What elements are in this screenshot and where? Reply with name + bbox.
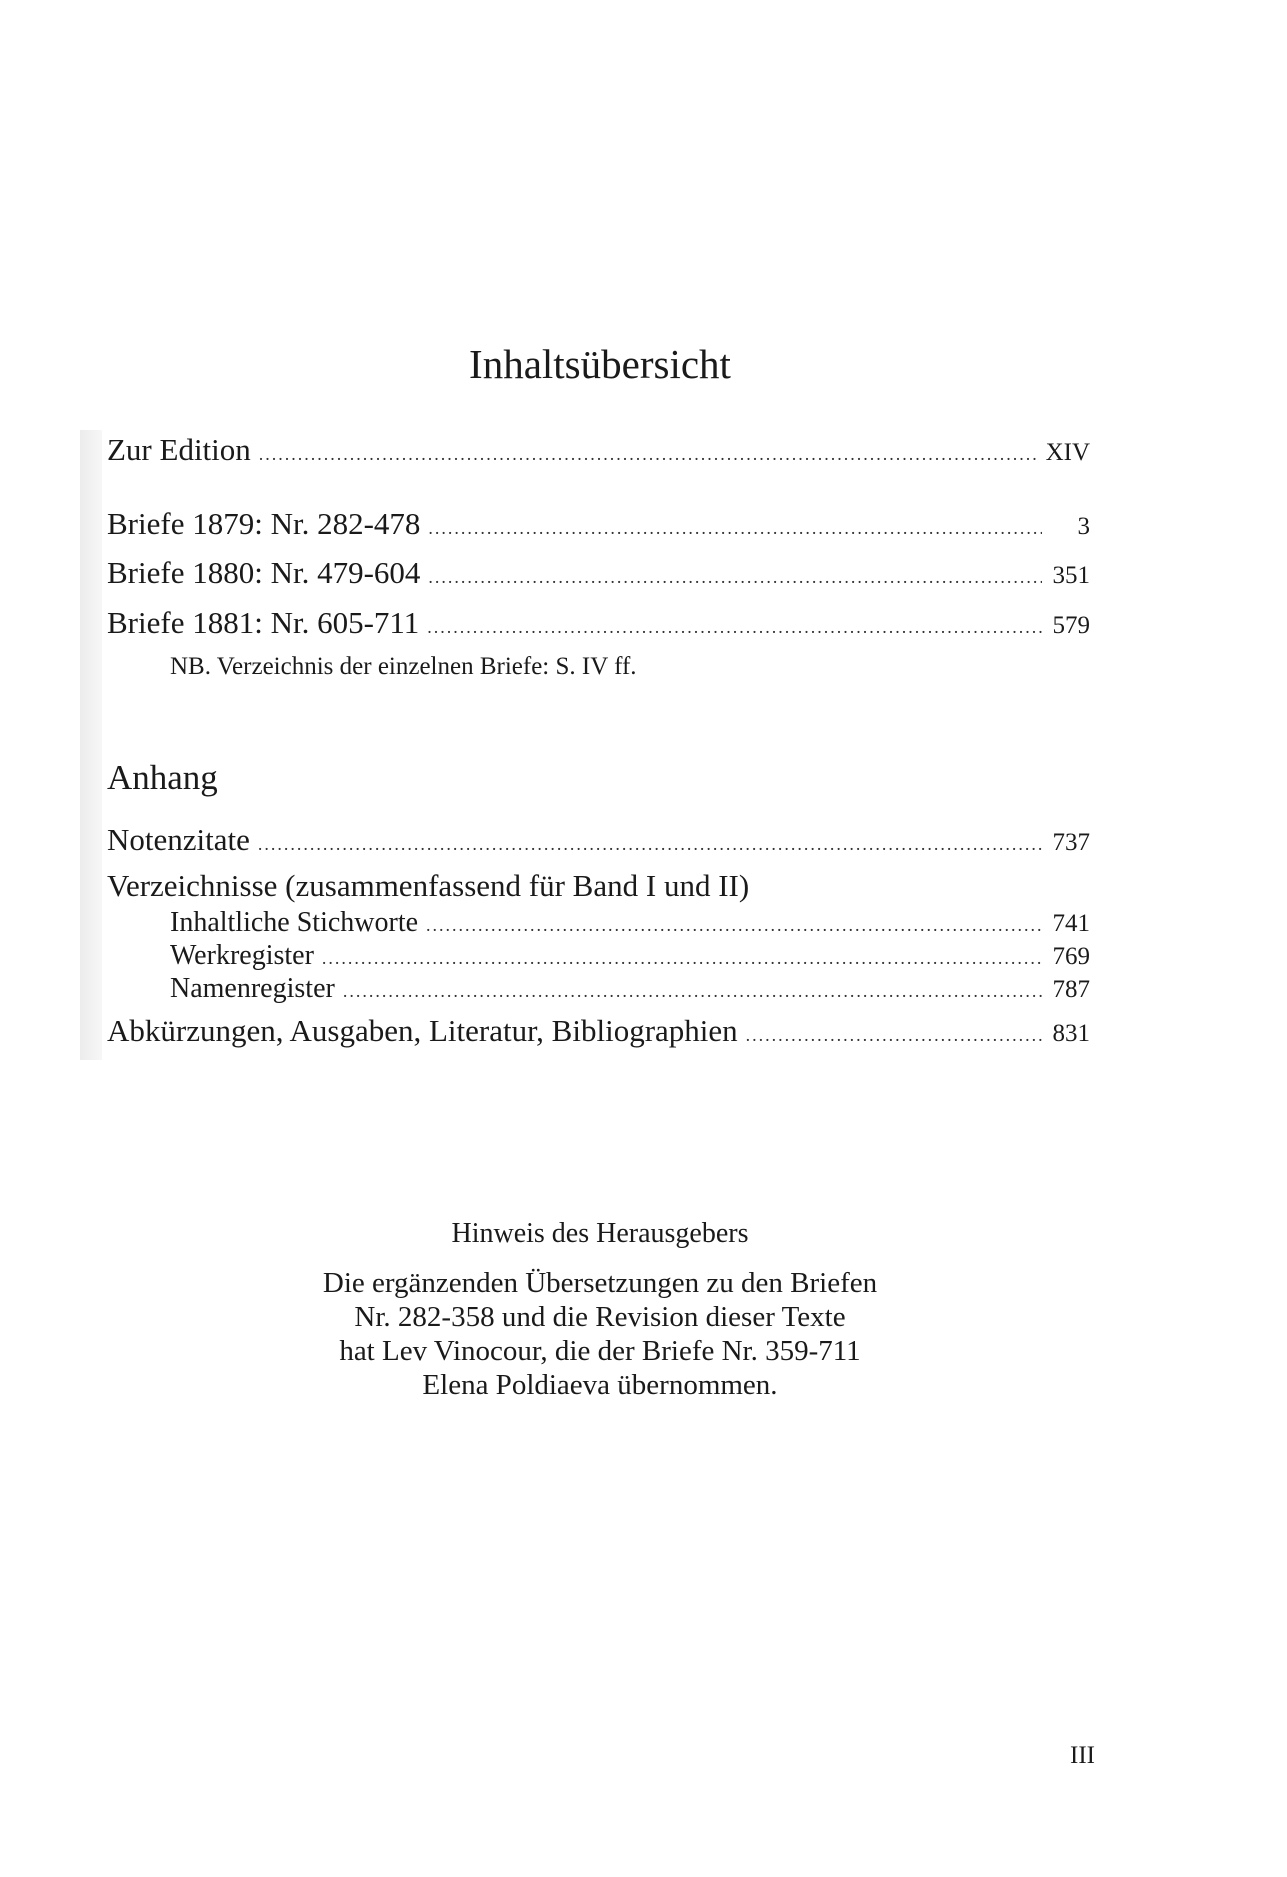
toc-entry-briefe-1881 — [107, 605, 1090, 641]
toc-entry-notenzitate — [107, 822, 1090, 858]
toc-entry-briefe-1880 — [107, 555, 1090, 591]
toc-entry-briefe-1879 — [107, 506, 1090, 542]
dot-leader — [258, 834, 1042, 855]
dot-leader — [428, 567, 1042, 588]
dot-leader — [322, 948, 1042, 969]
dot-leader — [426, 915, 1042, 936]
toc-entry-label: Briefe 1880: Nr. 479-604 — [107, 555, 421, 590]
toc-entry-page: 737 — [1052, 829, 1090, 856]
editor-note-body — [0, 1266, 1200, 1402]
page-number: III — [1070, 1742, 1095, 1769]
toc-subentry-stichworte — [170, 907, 1090, 939]
dot-leader — [427, 617, 1042, 638]
toc-entry-label: Werkregister — [170, 940, 314, 971]
toc-entry-page: 831 — [1052, 1020, 1090, 1047]
toc-entry-label: Notenzitate — [107, 822, 250, 857]
editor-note-title: Hinweis des Herausgebers — [451, 1218, 749, 1249]
toc-entry-page: 351 — [1052, 562, 1090, 589]
toc-entry-page: 3 — [1077, 513, 1090, 540]
dot-leader — [428, 518, 1042, 539]
toc-entry-page: 769 — [1052, 943, 1090, 970]
toc-entry-page: 579 — [1052, 612, 1090, 639]
editor-note-line: Nr. 282-358 und die Revision dieser Texte — [354, 1301, 846, 1333]
toc-entry-label: Zur Edition — [107, 432, 251, 467]
toc-entry-page: 741 — [1052, 910, 1090, 937]
toc-subentry-namenregister — [170, 973, 1090, 1005]
dot-leader — [746, 1025, 1042, 1046]
toc-entry-label: Briefe 1879: Nr. 282-478 — [107, 506, 421, 541]
page-title: Inhaltsübersicht — [469, 341, 731, 387]
editor-note-line: hat Lev Vinocour, die der Briefe Nr. 359-711 — [339, 1335, 861, 1367]
toc-entry-label: Namenregister — [170, 973, 335, 1004]
toc-subentry-werkregister — [170, 940, 1090, 972]
dot-leader — [259, 444, 1038, 465]
scan-shadow — [80, 430, 102, 1060]
toc-entry-page: XIV — [1045, 439, 1090, 466]
toc-note: NB. Verzeichnis der einzelnen Briefe: S. IV ff. — [170, 653, 637, 680]
dot-leader — [343, 981, 1042, 1002]
toc-entry-zur-edition — [107, 432, 1090, 468]
editor-note-line: Elena Poldiaeva übernommen. — [422, 1369, 778, 1401]
editor-note-line: Die ergänzenden Übersetzungen zu den Briefen — [322, 1267, 878, 1299]
toc-entry-verzeichnisse: Verzeichnisse (zusammenfassend für Band I und II) — [107, 868, 750, 903]
toc-entry-abkuerzungen — [107, 1013, 1090, 1049]
appendix-heading: Anhang — [107, 758, 218, 797]
toc-entry-label: Inhaltliche Stichworte — [170, 907, 419, 938]
toc-entry-page: 787 — [1052, 976, 1090, 1003]
toc-entry-label: Abkürzungen, Ausgaben, Literatur, Bibliographien — [107, 1013, 738, 1048]
toc-entry-label: Briefe 1881: Nr. 605-711 — [107, 605, 420, 640]
